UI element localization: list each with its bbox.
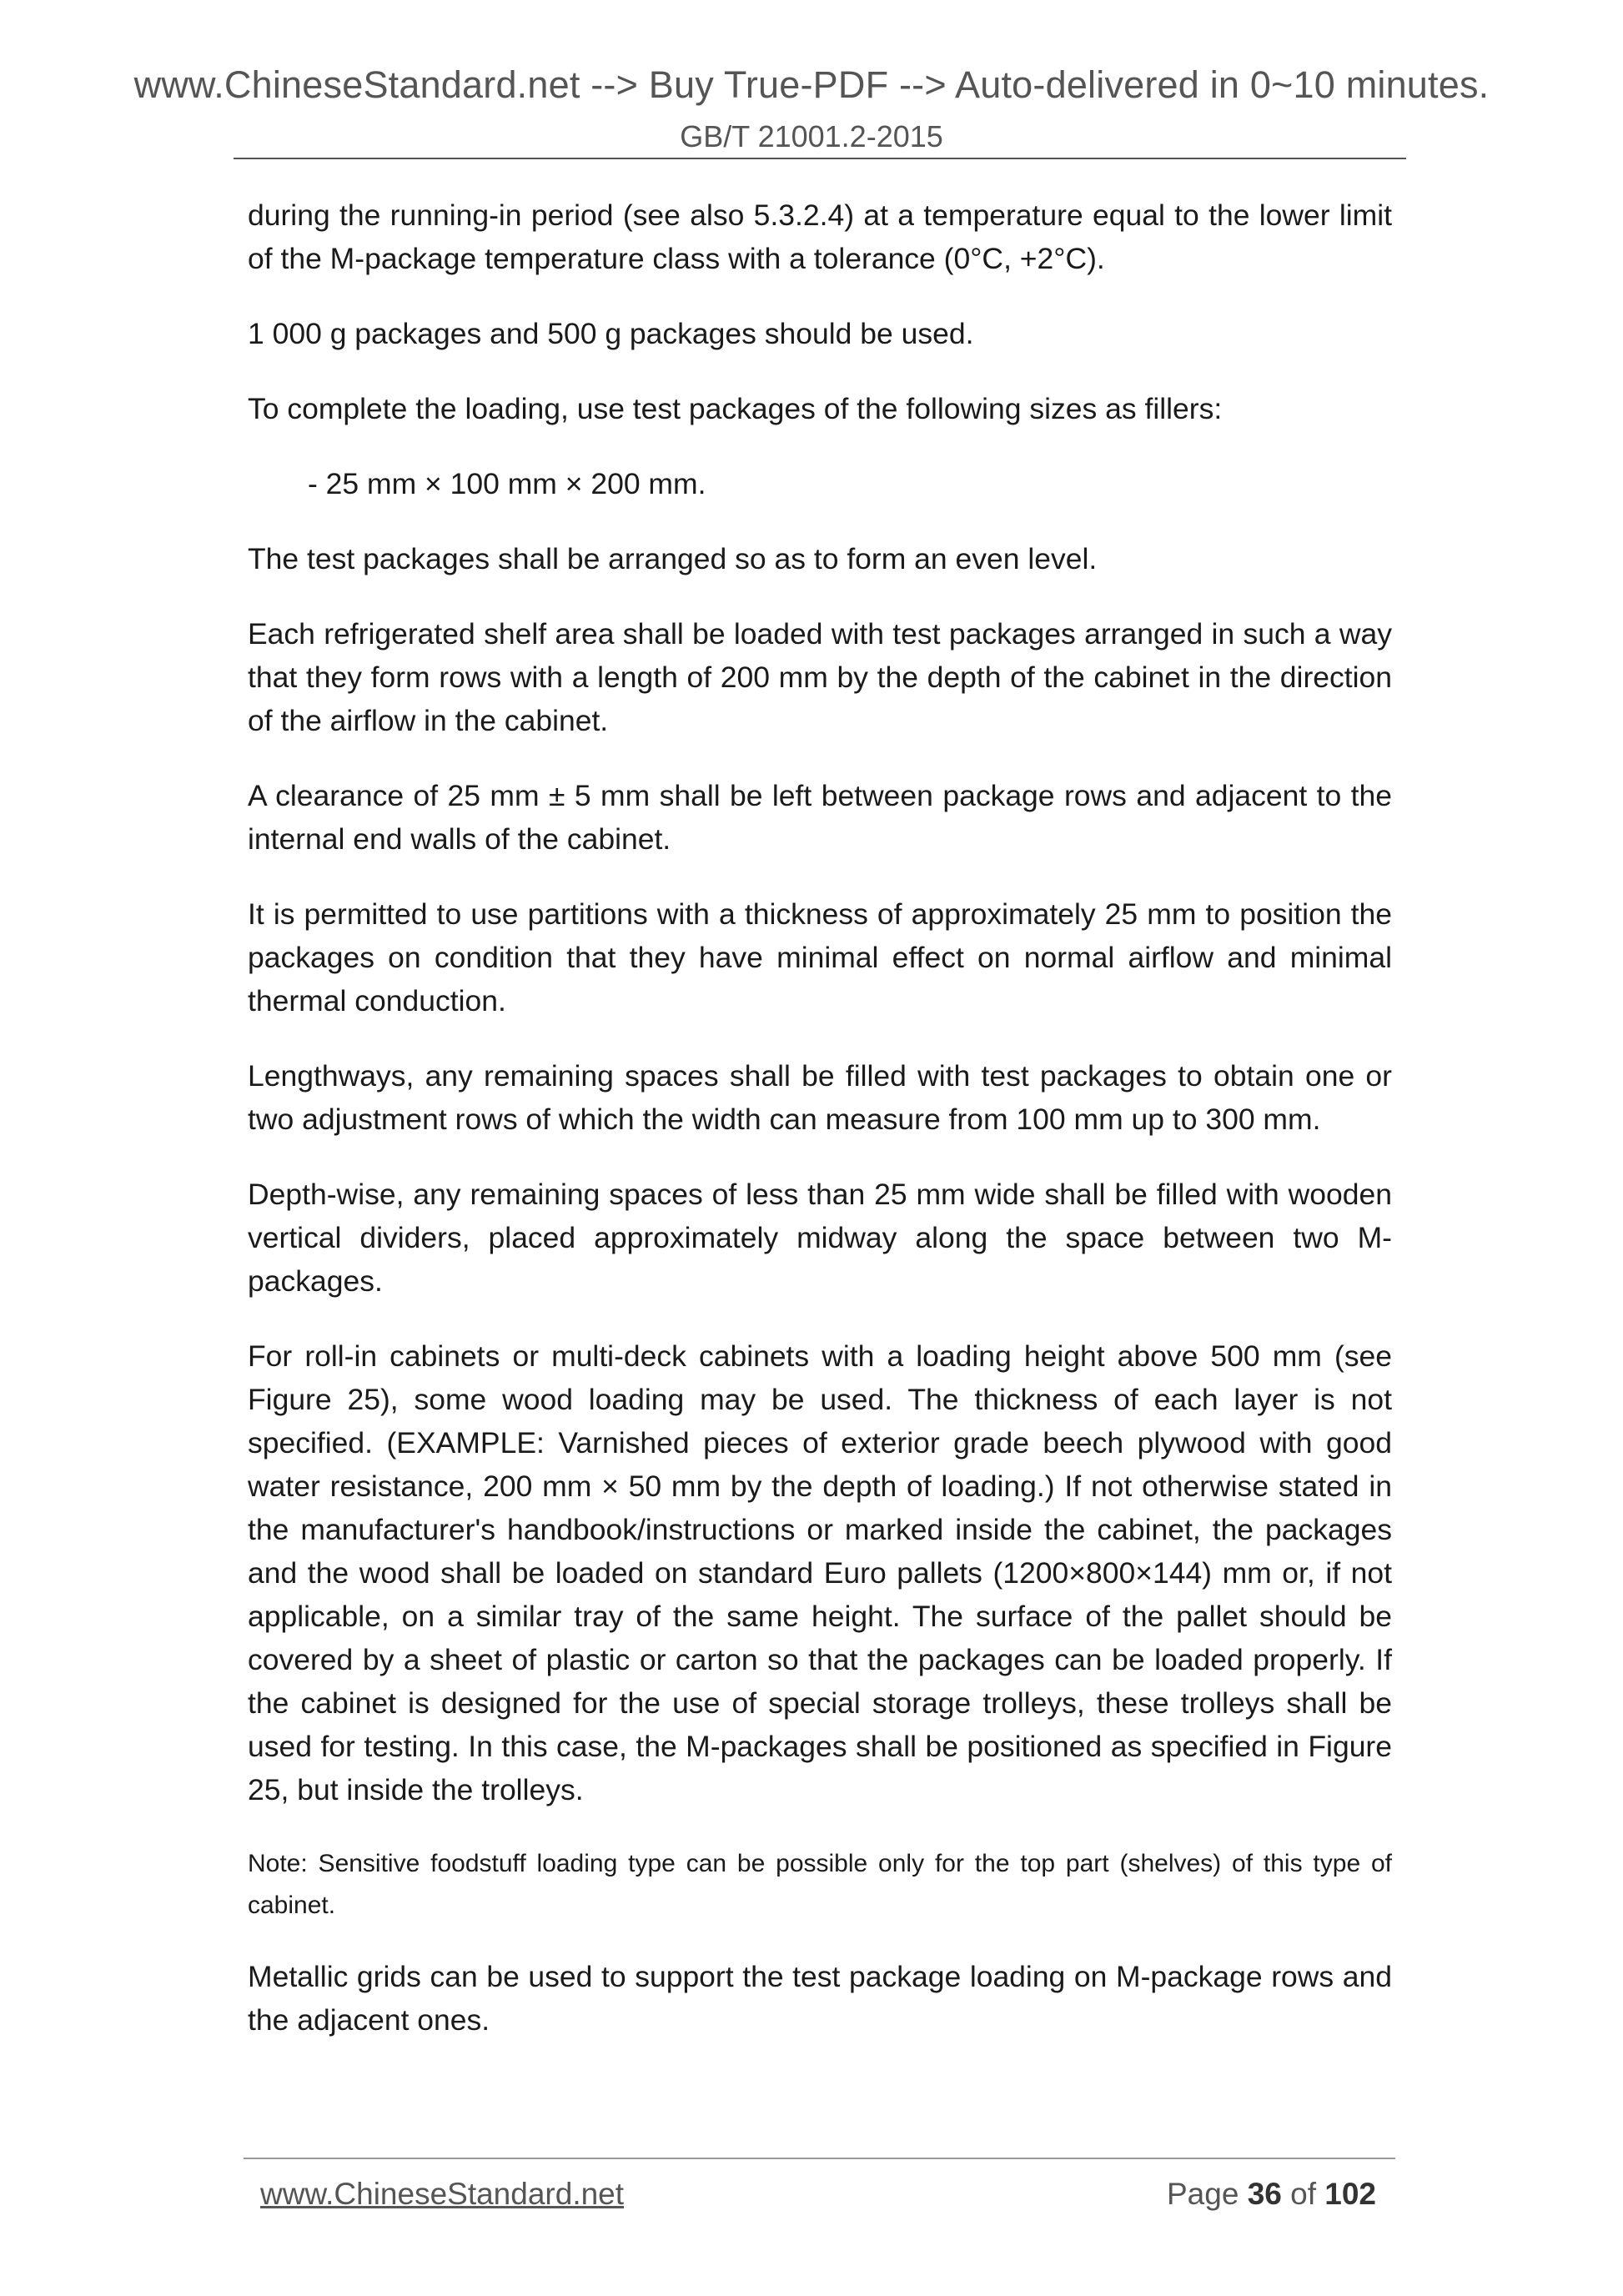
paragraph-partitions: It is permitted to use partitions with a thickness of approximately 25 mm to position the packages on condition that they have minimal effect on normal airflow and minimal thermal conduction. <box>248 897 1392 1017</box>
list-item-filler-size: - 25 mm × 100 mm × 200 mm. <box>308 467 706 500</box>
paragraph-roll-in-cabinets: For roll-in cabinets or multi-deck cabinets with a loading height above 500 mm (see Figure 25), some wood loading may be used. The thickness of each layer is not specified. (EXAMPLE: Varnished pieces of exterior grade beech plywood with good water resistance, 200 mm × 50 mm by the depth of loading.) If not otherwise stated in the manufacturer's handbook/instructions or marked inside the cabinet, the packages and the wood shall be loaded on standard Euro pallets (1200×800×144) mm or, if not applicable, on a similar tray of the same height. The surface of the pallet should be covered by a sheet of plastic or carton so that the packages can be loaded properly. If the cabinet is designed for the use of special storage trolleys, these trolleys shall be used for testing. In this case, the M-packages shall be positioned as specified in Figure 25, but inside the trolleys. <box>248 1339 1392 1806</box>
paragraph-clearance: A clearance of 25 mm ± 5 mm shall be left between package rows and adjacent to the internal end walls of the cabinet. <box>248 779 1392 856</box>
paragraph-package-weights: 1 000 g packages and 500 g packages should be used. <box>248 317 974 350</box>
page-total: 102 <box>1324 2177 1376 2211</box>
paragraph-lengthways: Lengthways, any remaining spaces shall be filled with test packages to obtain one or two adjustment rows of which the width can measure from 100 mm up to 300 mm. <box>248 1059 1392 1136</box>
page-body <box>248 193 1392 2073</box>
header-banner: www.ChineseStandard.net --> Buy True-PDF --> Auto-delivered in 0~10 minutes. <box>133 63 1490 106</box>
paragraph-shelf-loading: Each refrigerated shelf area shall be loaded with test packages arranged in such a way that they form rows with a length of 200 mm by the depth of the cabinet in the direction of the airflow in the cabinet. <box>248 617 1392 737</box>
header-divider <box>234 158 1406 159</box>
paragraph-running-in: during the running-in period (see also 5.3.2.4) at a temperature equal to the lower limit of the M-package temperature class with a tolerance (0°C, +2°C). <box>248 198 1392 275</box>
document-id: GB/T 21001.2-2015 <box>680 119 943 153</box>
paragraph-even-level: The test packages shall be arranged so as to form an even level. <box>248 542 1098 575</box>
page-prefix: Page <box>1166 2177 1239 2211</box>
note-sensitive-foodstuff: Note: Sensitive foodstuff loading type can be possible only for the top part (shelves) of this type of cabinet. <box>248 1850 1392 1919</box>
paragraph-fillers-intro: To complete the loading, use test packages of the following sizes as fillers: <box>248 392 1223 425</box>
page-number <box>1167 2177 1376 2212</box>
footer-divider <box>244 2158 1395 2159</box>
paragraph-depth-wise: Depth-wise, any remaining spaces of less than 25 mm wide shall be filled with wooden vertical dividers, placed approximately midway along the space between two M-packages. <box>248 1178 1392 1298</box>
page-current: 36 <box>1247 2177 1282 2211</box>
paragraph-metallic-grids: Metallic grids can be used to support the test package loading on M-package rows and the adjacent ones. <box>248 1960 1392 2037</box>
footer-website-link[interactable]: www.ChineseStandard.net <box>260 2177 625 2211</box>
page-separator: of <box>1290 2177 1316 2211</box>
